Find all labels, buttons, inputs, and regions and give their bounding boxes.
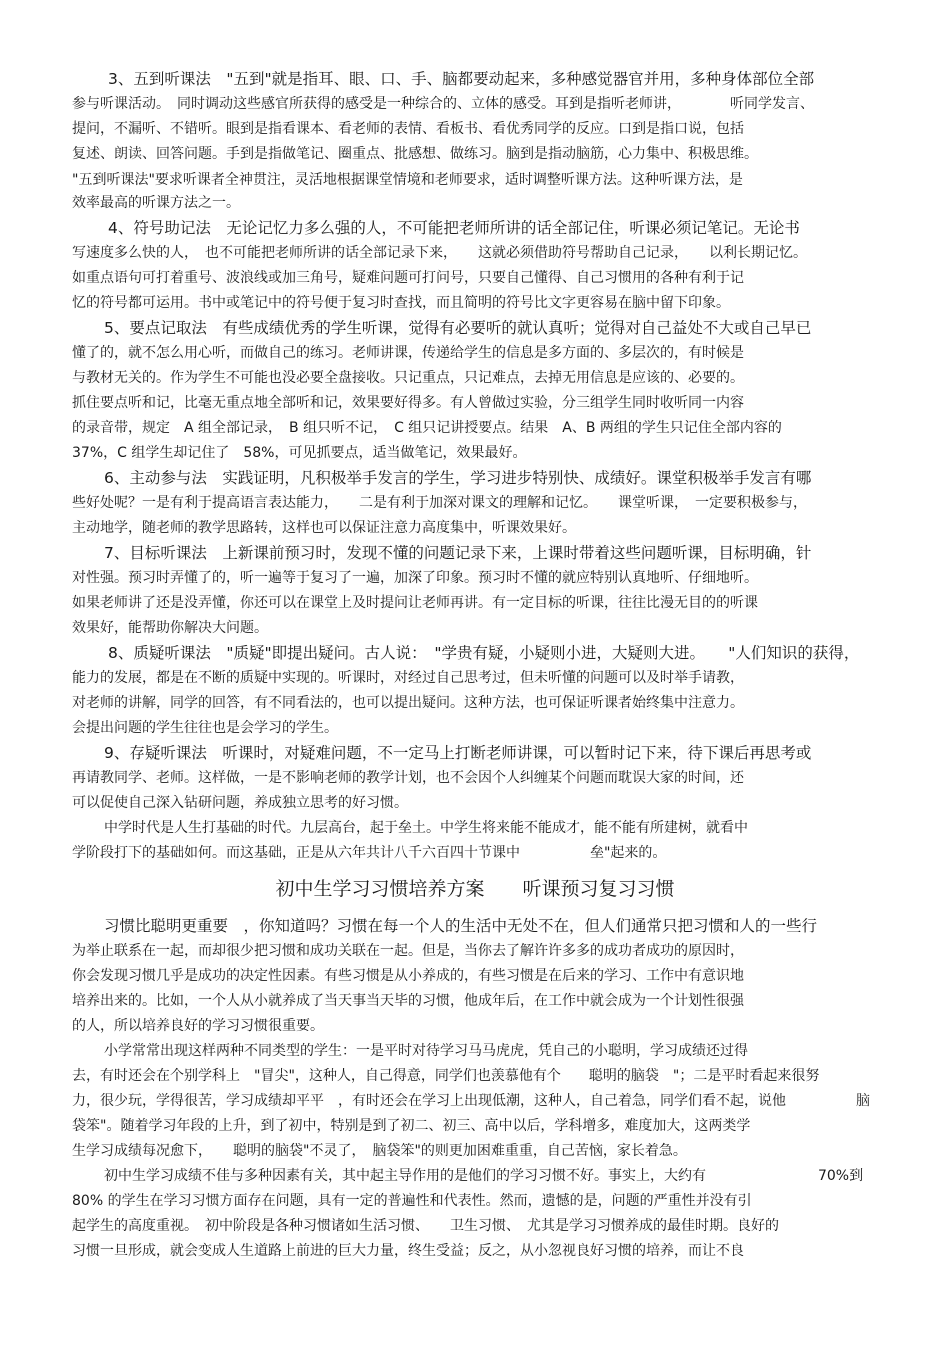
text-line: 初中生学习成绩不佳与多种因素有关，其中起主导作用的是他们的学习习惯不好。事实上，大约有 70%到 bbox=[104, 1168, 864, 1184]
text-line: 为举止联系在一起，而却很少把习惯和成功关联在一起。但是，当你去了解许许多多的成功者成功的原因时， bbox=[72, 943, 744, 959]
heading-line-method-9: 9、存疑听课法 听课时，对疑难问题，不一定马上打断老师讲课，可以暂时记下来，待下课后再思考或 bbox=[104, 744, 812, 762]
text-line: 培养出来的。比如，一个人从小就养成了当天事当天毕的习惯，他成年后，在工作中就会成为一个计划性很强 bbox=[72, 993, 744, 1009]
text-line: 中学时代是人生打基础的时代。九层高台，起于垒土。中学生将来能不能成才，能不能有所建树，就看中 bbox=[104, 820, 748, 836]
text-line: 袋笨"。随着学习年段的上升，到了初中，特别是到了初二、初三、高中以后，学科增多，难度加大，这两类学 bbox=[72, 1118, 751, 1134]
text-line: 的人，所以培养良好的学习习惯很重要。 bbox=[72, 1018, 324, 1034]
heading-line-method-3: 3、五到听课法 "五到"就是指耳、眼、口、手、脑都要动起来，多种感觉器官并用，多种身体部位全部 bbox=[108, 70, 815, 88]
text-line: 小学常常出现这样两种不同类型的学生：一是平时对待学习马马虎虎，凭自己的小聪明，学习成绩还过得 bbox=[104, 1043, 748, 1059]
text-line: 忆的符号都可运用。书中或笔记中的符号便于复习时查找，而且简明的符号比文字更容易在脑中留下印象。 bbox=[72, 295, 730, 311]
text-line: 如重点语句可打着重号、波浪线或加三角号，疑难问题可打问号，只要自己懂得、自己习惯用的各种有利于记 bbox=[72, 270, 744, 286]
text-line: 你会发现习惯几乎是成功的决定性因素。有些习惯是从小养成的，有些习惯是在后来的学习、工作中有意识地 bbox=[72, 968, 744, 984]
heading-line-method-4: 4、符号助记法 无论记忆力多么强的人，不可能把老师所讲的话全部记住，听课必须记笔记。无论书 bbox=[108, 219, 800, 237]
text-line: 参与听课活动。 同时调动这些感官所获得的感受是一种综合的、立体的感受。耳到是指听老师讲， 听同学发言、 bbox=[72, 96, 814, 112]
text-line: 效果好，能帮助你解决大问题。 bbox=[72, 620, 268, 636]
text-line: 习惯一旦形成，就会变成人生道路上前进的巨大力量，终生受益；反之，从小忽视良好习惯的培养，而让不良 bbox=[72, 1243, 744, 1259]
text-line: 对老师的讲解，同学的回答，有不同看法的，也可以提出疑问。这种方法，也可保证听课者始终集中注意力。 bbox=[72, 695, 744, 711]
text-line: 懂了的，就不怎么用心听，而做自己的练习。老师讲课，传递给学生的信息是多方面的、多层次的，有时候是 bbox=[72, 345, 744, 361]
text-line: 如果老师讲了还是没弄懂，你还可以在课堂上及时提问让老师再讲。有一定目标的听课，往往比漫无目的的听课 bbox=[72, 595, 758, 611]
text-line: 与教材无关的。作为学生不可能也没必要全盘接收。只记重点，只记难点，去掉无用信息是应该的、必要的。 bbox=[72, 370, 744, 386]
text-line: 力，很少玩，学得很苦，学习成绩却平平 ，有时还会在学习上出现低潮，这种人，自己着急，同学们看不起，说他 脑 bbox=[72, 1093, 870, 1109]
text-line: 再请教同学、老师。这样做，一是不影响老师的教学计划，也不会因个人纠缠某个问题而耽误大家的时间，还 bbox=[72, 770, 744, 786]
text-line: 能力的发展，都是在不断的质疑中实现的。听课时，对经过自己思考过，但未听懂的问题可以及时举手请教， bbox=[72, 670, 744, 686]
text-line: 可以促使自己深入钻研问题，养成独立思考的好习惯。 bbox=[72, 795, 408, 811]
text-line: 写速度多么快的人， 也不可能把老师所讲的话全部记录下来， 这就必须借助符号帮助自己记录， 以利长期记忆。 bbox=[72, 245, 807, 261]
section-title: 初中生学习习惯培养方案 听课预习复习习惯 bbox=[275, 878, 675, 900]
text-line: 习惯比聪明更重要 ，你知道吗？习惯在每一个人的生活中无处不在，但人们通常只把习惯和人的一些行 bbox=[104, 917, 818, 935]
text-line: 抓住要点听和记，比毫无重点地全部听和记，效果要好得多。有人曾做过实验，分三组学生同时收听同一内容 bbox=[72, 395, 744, 411]
heading-line-method-6: 6、主动参与法 实践证明，凡积极举手发言的学生，学习进步特别快、成绩好。课堂积极举手发言有哪 bbox=[104, 469, 812, 487]
text-line: 学阶段打下的基础如何。而这基础，正是从六年共计八千六百四十节课中 垒"起来的。 bbox=[72, 845, 667, 861]
text-line: 80% 的学生在学习习惯方面存在问题，具有一定的普遍性和代表性。然而，遗憾的是，问题的严重性并没有引 bbox=[72, 1193, 752, 1209]
text-line: 提问，不漏听、不错听。眼到是指看课本、看老师的表情、看板书、看优秀同学的反应。口到是指口说，包括 bbox=[72, 121, 744, 137]
text-line: 去，有时还会在个别学科上 "冒尖"，这种人，自己得意，同学们也羡慕他有个 聪明的脑袋 "；二是平时看起来很努 bbox=[72, 1068, 820, 1084]
heading-line-method-8: 8、质疑听课法 "质疑"即提出疑问。古人说： "学贵有疑，小疑则小进，大疑则大进。 "人们知识的获得， bbox=[108, 644, 860, 662]
text-line: 37%，C 组学生却记住了 58%，可见抓要点，适当做笔记，效果最好。 bbox=[72, 445, 527, 461]
text-line: 生学习成绩每况愈下， 聪明的脑袋"不灵了， 脑袋笨"的则更加困难重重，自己苦恼，家长着急。 bbox=[72, 1143, 687, 1159]
heading-line-method-5: 5、要点记取法 有些成绩优秀的学生听课，觉得有必要听的就认真听；觉得对自己益处不大或自己早已 bbox=[104, 319, 812, 337]
text-line: 起学生的高度重视。 初中阶段是各种习惯诸如生活习惯、 卫生习惯、 尤其是学习习惯养成的最佳时期。良好的 bbox=[72, 1218, 779, 1234]
text-line: 效率最高的听课方法之一。 bbox=[72, 195, 240, 211]
text-line: 复述、朗读、回答问题。手到是指做笔记、圈重点、批感想、做练习。脑到是指动脑筋，心力集中、积极思维。 bbox=[72, 146, 758, 162]
text-line: "五到听课法"要求听课者全神贯注，灵活地根据课堂情境和老师要求，适时调整听课方法。这种听课方法，是 bbox=[72, 172, 743, 188]
text-line: 对性强。预习时弄懂了的，听一遍等于复习了一遍，加深了印象。预习时不懂的就应特别认真地听、仔细地听。 bbox=[72, 570, 758, 586]
heading-line-method-7: 7、目标听课法 上新课前预习时，发现不懂的问题记录下来，上课时带着这些问题听课，目标明确，针 bbox=[104, 544, 812, 562]
text-line: 些好处呢？一是有利于提高语言表达能力， 二是有利于加深对课文的理解和记忆。 课堂听课， 一定要积极参与， bbox=[72, 495, 807, 511]
text-line: 会提出问题的学生往往也是会学习的学生。 bbox=[72, 720, 338, 736]
text-line: 的录音带，规定 A 组全部记录， B 组只听不记， C 组只记讲授要点。结果 A、B 两组的学生只记住全部内容的 bbox=[72, 420, 782, 436]
text-line: 主动地学，随老师的教学思路转，这样也可以保证注意力高度集中，听课效果好。 bbox=[72, 520, 576, 536]
